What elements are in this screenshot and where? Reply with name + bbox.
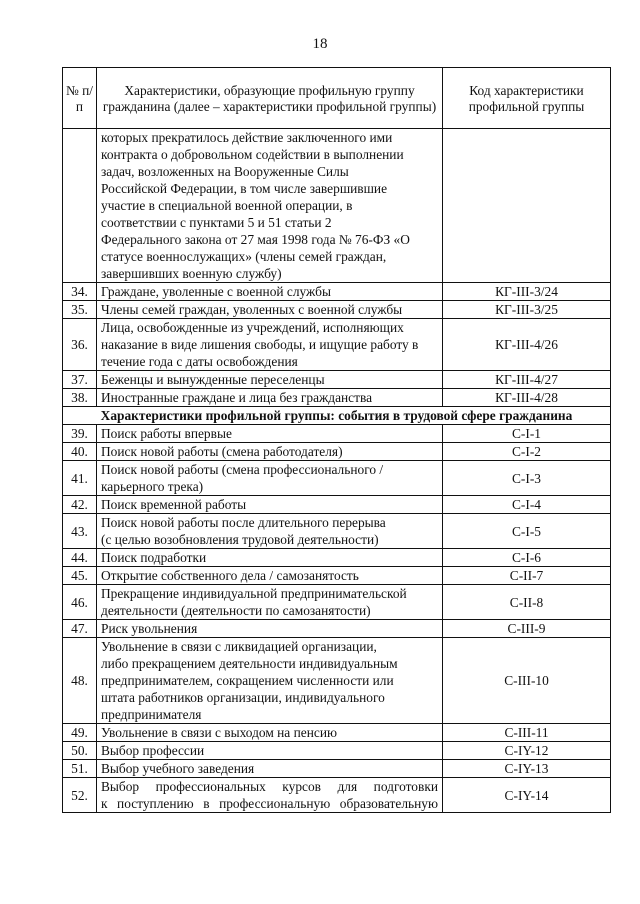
row-number: 41. [63,461,97,496]
row-characteristic [97,371,443,389]
header-characteristics: Характеристики, образующие профильную группу гражданина (далее – характеристики профильной группы) [97,68,443,129]
table-row [63,443,611,461]
row-code: КГ-III-4/27 [443,371,611,389]
characteristic-line: штата работников организации, индивидуального [101,690,385,705]
characteristic-line: Увольнение в связи с выходом на пенсию [101,725,337,740]
row-code: С-III-10 [443,638,611,724]
row-code: С-I-2 [443,443,611,461]
row-code: КГ-III-4/28 [443,389,611,407]
row-characteristic [97,425,443,443]
row-code: С-III-9 [443,620,611,638]
row-code: КГ-III-3/25 [443,301,611,319]
table-row [63,638,611,724]
table-row [63,585,611,620]
row-number: 40. [63,443,97,461]
characteristic-line: карьерного трека) [101,479,204,494]
row-code: С-II-7 [443,567,611,585]
row-number: 37. [63,371,97,389]
characteristic-line: предпринимателем, сокращением численности или [101,673,394,688]
table-row [63,371,611,389]
row-code: С-I-4 [443,496,611,514]
page-number: 18 [312,36,328,52]
characteristic-line: Поиск новой работы после длительного перерыва [101,515,386,530]
row-code: С-IY-14 [443,778,611,813]
row-characteristic [97,496,443,514]
characteristic-line: предпринимателя [101,707,202,722]
row-number: 47. [63,620,97,638]
table-row [63,742,611,760]
row-number: 48. [63,638,97,724]
row-number: 45. [63,567,97,585]
row-characteristic [97,319,443,371]
row-characteristic [97,549,443,567]
characteristic-line: Выбор учебного заведения [101,761,255,776]
row-characteristic [97,443,443,461]
row-number: 44. [63,549,97,567]
characteristic-line: Выбор профессии [101,743,205,758]
continuation-line: задач, возложенных на Вооруженные Силы [101,164,349,179]
row-characteristic [97,638,443,724]
characteristic-line: Поиск работы впервые [101,426,232,441]
row-characteristic [97,724,443,742]
table-row [63,389,611,407]
table-row [63,461,611,496]
row-characteristic [97,461,443,496]
row-code: С-II-8 [443,585,611,620]
characteristic-line: Выбор профессиональных курсов для подготовки [101,779,438,794]
characteristic-line: Члены семей граждан, уволенных с военной службы [101,302,403,317]
table-row [63,567,611,585]
row-number: 42. [63,496,97,514]
row-code: С-I-5 [443,514,611,549]
row-characteristic [97,778,443,813]
row-number: 51. [63,760,97,778]
row-number: 36. [63,319,97,371]
row-number: 34. [63,283,97,301]
characteristic-line: наказание в виде лишения свободы, и ищущие работу в [101,337,419,352]
row-characteristic [97,283,443,301]
characteristic-line: Поиск новой работы (смена профессионального / [101,462,384,477]
characteristic-line: к поступлению в профессиональную образовательную [101,796,438,811]
continuation-text [97,129,443,283]
characteristic-line: Прекращение индивидуальной предпринимательской [101,586,407,601]
continuation-line: Федерального закона от 27 мая 1998 года № 76-ФЗ «О [101,232,410,247]
row-code: КГ-III-4/26 [443,319,611,371]
table-row [63,425,611,443]
row-characteristic [97,742,443,760]
continuation-line: которых прекратилось действие заключенного ими [101,130,393,145]
row-code: С-IY-12 [443,742,611,760]
characteristic-line: Открытие собственного дела / самозанятость [101,568,359,583]
table-row [63,760,611,778]
table-row [63,301,611,319]
row-characteristic [97,760,443,778]
characteristic-line: деятельности (деятельности по самозанятости) [101,603,371,618]
characteristic-line: либо прекращением деятельности индивидуальным [101,656,398,671]
section-row [63,407,611,425]
continuation-code [443,129,611,283]
table-row [63,283,611,301]
row-characteristic [97,389,443,407]
row-code: С-I-1 [443,425,611,443]
characteristic-line: течение года с даты освобождения [101,354,298,369]
section-title: Характеристики профильной группы: события в трудовой сфере гражданина [63,407,611,425]
table-row [63,496,611,514]
table-row [63,514,611,549]
row-characteristic [97,585,443,620]
row-number: 35. [63,301,97,319]
row-number: 49. [63,724,97,742]
profile-groups-table [62,67,611,813]
continuation-line: Российской Федерации, в том числе завершившие [101,181,388,196]
row-characteristic [97,514,443,549]
characteristic-line: Риск увольнения [101,621,198,636]
characteristic-line: (с целью возобновления трудовой деятельности) [101,532,379,547]
continuation-line: участие в специальной военной операции, в [101,198,353,213]
row-characteristic [97,620,443,638]
row-code: С-I-3 [443,461,611,496]
row-characteristic [97,301,443,319]
characteristic-line: Лица, освобожденные из учреждений, исполняющих [101,320,404,335]
continuation-line: статусе военнослужащих» (члены семей граждан, [101,249,387,264]
characteristic-line: Поиск подработки [101,550,207,565]
row-code: С-III-11 [443,724,611,742]
characteristic-line: Граждане, уволенные с военной службы [101,284,331,299]
row-code: С-IY-13 [443,760,611,778]
row-number: 39. [63,425,97,443]
row-number: 52. [63,778,97,813]
characteristic-line: Беженцы и вынужденные переселенцы [101,372,325,387]
continuation-line: завершивших военную службу) [101,266,282,281]
row-number: 43. [63,514,97,549]
table-row [63,724,611,742]
table-header-row [63,68,611,129]
row-code: С-I-6 [443,549,611,567]
continuation-line: контракта о добровольном содействии в выполнении [101,147,404,162]
continuation-num [63,129,97,283]
characteristic-line: Увольнение в связи с ликвидацией организации, [101,639,377,654]
characteristic-line: Поиск временной работы [101,497,247,512]
table-row [63,319,611,371]
row-number: 50. [63,742,97,760]
header-code: Код характеристики профильной группы [443,68,611,129]
continuation-row [63,129,611,283]
table-row [63,620,611,638]
row-code: КГ-III-3/24 [443,283,611,301]
characteristic-line: Поиск новой работы (смена работодателя) [101,444,343,459]
table-row [63,778,611,813]
header-num: № п/п [63,68,97,129]
characteristic-line: Иностранные граждане и лица без гражданства [101,390,373,405]
continuation-line: соответствии с пунктами 5 и 51 статьи 2 [101,215,332,230]
row-number: 38. [63,389,97,407]
row-characteristic [97,567,443,585]
table-row [63,549,611,567]
row-number: 46. [63,585,97,620]
